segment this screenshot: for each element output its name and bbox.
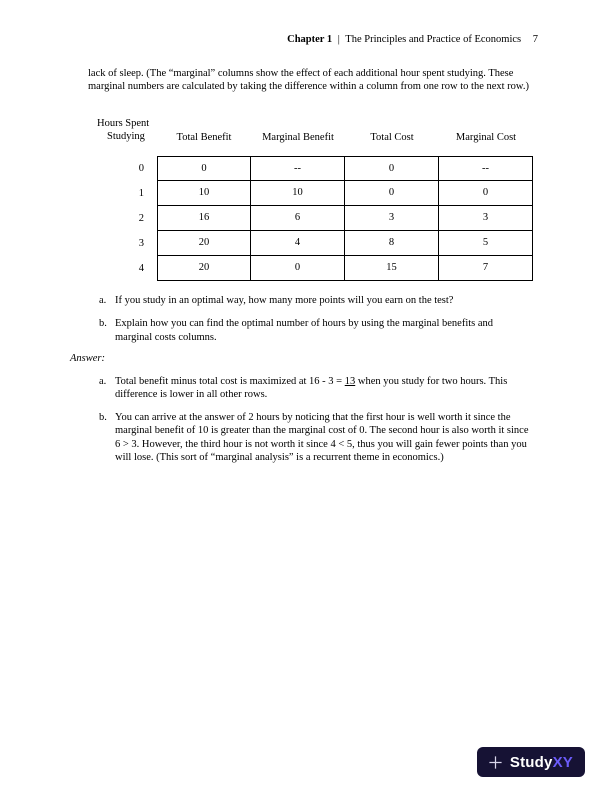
answer-underlined-value: 13 [344,376,356,387]
table-cell: 10 [157,181,251,206]
table-cell: 6 [251,206,345,231]
question-text: If you study in an optimal way, how many more points will you earn on the test? [115,295,454,306]
logo-wordmark [510,755,573,770]
table-cell: 5 [439,231,533,256]
logo-study-text: Study [509,753,553,771]
table-cell: -- [439,156,533,181]
question-b [99,317,525,344]
logo-xy-text: XY [552,753,573,771]
table-cell: 8 [345,231,439,256]
table-cell: 0 [345,156,439,181]
hours-value: 2 [138,213,144,224]
table-cell: 20 [157,256,251,281]
question-text: Explain how you can find the optimal number of hours by using the marginal benefits and marginal costs columns. [115,318,494,343]
table-cell: 16 [157,206,251,231]
hours-value: 0 [138,163,144,174]
page-number: 7 [532,34,538,45]
chapter-label: Chapter 1 [287,34,333,45]
table-cell: 0 [439,181,533,206]
page-header [287,33,538,46]
answer-text-after: when you study for two hours. This difference is lower in all other rows. [115,376,508,401]
answer-text-before: Total benefit minus total cost is maximized at 16 - 3 = [115,376,345,387]
table-cell: 0 [345,181,439,206]
table-cell: 3 [345,206,439,231]
column-header-total-cost: Total Cost [370,131,414,143]
column-header-total-benefit: Total Benefit [176,131,232,143]
answer-a [99,375,529,402]
studyxy-logo [477,747,585,777]
answer-label: a. [99,376,107,387]
table-cell: 10 [251,181,345,206]
table-cell: -- [251,156,345,181]
question-list [99,294,525,354]
table-cell: 20 [157,231,251,256]
answer-label: b. [99,411,107,423]
column-header-marginal-cost: Marginal Cost [455,131,517,143]
intro-paragraph: lack of sleep. (The “marginal” columns show the effect of each additional hour spent studying. These marginal numbers are calculated by taking the difference within a column from one row to the next row.) [88,68,529,93]
answer-heading: Answer: [70,353,105,364]
hours-column-header [96,117,157,156]
hours-value: 4 [138,263,144,274]
table-cell: 0 [157,156,251,181]
study-hours-table [96,117,533,281]
header-title: The Principles and Practice of Economics [345,34,522,45]
hours-header-line1: Hours Spent [97,118,150,129]
question-a [99,294,525,307]
answer-text: You can arrive at the answer of 2 hours by noticing that the first hour is well worth it since the marginal benefit of 10 is greater than the marginal cost of 0. The second hour is also worth it since 6 > 3. However, the third hour is not worth it since 4 < 5, thus you will gain fewer points than you will lose. (This sort of “marginal analysis” is a recurrent theme in economics.) [115,411,529,464]
header-separator: | [337,34,340,45]
plus-icon [488,755,503,770]
column-header-marginal-benefit: Marginal Benefit [262,131,334,143]
table-cell: 0 [251,256,345,281]
answer-list [99,375,529,473]
table-cell: 4 [251,231,345,256]
hours-header-line2: Studying [107,131,145,143]
question-label: a. [99,295,107,306]
table-cell: 7 [439,256,533,281]
question-label: b. [99,318,107,330]
hours-value: 3 [138,238,144,249]
table-cell: 15 [345,256,439,281]
answer-b [99,411,529,465]
hours-value: 1 [138,188,144,199]
table-cell: 3 [439,206,533,231]
answer-text [115,375,529,402]
